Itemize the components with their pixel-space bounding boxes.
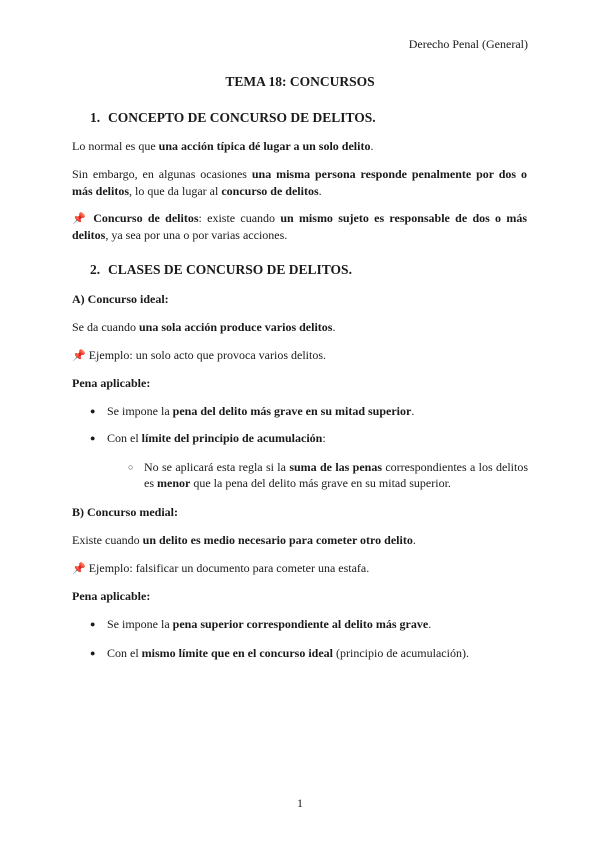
section-2-heading xyxy=(90,262,352,278)
bold-run: pena superior correspondiente al delito más grave xyxy=(172,617,429,631)
page-number: 1 xyxy=(297,796,303,810)
pushpin-icon: 📌 xyxy=(72,562,86,575)
concurso-ideal-pena-label: Pena aplicable: xyxy=(72,376,151,390)
text-run: Existe cuando xyxy=(72,533,143,547)
bold-run: límite del principio de acumulación xyxy=(141,431,323,445)
text-run: Se da cuando xyxy=(72,320,139,334)
bullet-icon: ● xyxy=(90,433,96,443)
bold-run: un mismo sujeto es responsable de dos o más delitos xyxy=(72,211,528,242)
bold-run: una sola acción produce varios delitos xyxy=(138,320,333,334)
bold-run: pena del delito más grave en su mitad superior xyxy=(172,404,412,418)
concurso-ideal-bullet-2 xyxy=(90,431,326,446)
section-1-number: 1. xyxy=(90,110,101,125)
section-1-title: CONCEPTO DE CONCURSO DE DELITOS. xyxy=(108,110,376,125)
text-run: : xyxy=(322,431,326,445)
text-run: : existe cuando xyxy=(198,211,281,225)
bold-run: menor xyxy=(157,476,191,490)
text-run: , ya sea por una o por varias acciones. xyxy=(105,228,288,242)
text-run: Ejemplo: un solo acto que provoca varios delitos. xyxy=(88,348,326,362)
section-1-paragraph-2 xyxy=(72,166,527,200)
pushpin-icon: 📌 xyxy=(72,212,88,225)
running-header: Derecho Penal (General) xyxy=(408,37,528,51)
text-run: correspondientes a los delitos es xyxy=(144,460,529,490)
text-run: Sin embargo, en algunas ocasiones xyxy=(72,167,252,181)
text-run: No se aplicará esta regla si la xyxy=(144,460,290,474)
concurso-medial-bullet-2 xyxy=(90,646,469,661)
bold-run: un delito es medio necesario para cometer otro delito xyxy=(142,533,413,547)
bullet-icon: ● xyxy=(90,406,96,416)
concurso-medial-example xyxy=(72,560,527,577)
text-run: . xyxy=(411,404,415,418)
bold-run: Concurso de delitos xyxy=(93,211,199,225)
bold-run: una acción típica dé lugar a un solo delito xyxy=(158,139,371,153)
document-title: TEMA 18: CONCURSOS xyxy=(225,74,375,89)
concurso-ideal-example xyxy=(72,347,527,364)
concurso-medial-definition xyxy=(72,532,527,549)
text-run: Con el xyxy=(107,431,142,445)
concurso-medial-bullet-1 xyxy=(90,617,431,632)
bullet-icon: ● xyxy=(90,648,96,658)
text-run: . xyxy=(370,139,374,153)
text-run: (principio de acumulación). xyxy=(333,646,469,660)
text-run: Ejemplo: falsificar un documento para cometer una estafa. xyxy=(88,561,370,575)
pushpin-icon: 📌 xyxy=(72,349,86,362)
bullet-icon: ● xyxy=(90,619,96,629)
section-2-number: 2. xyxy=(90,262,101,277)
sub-bullet-icon: ○ xyxy=(128,462,134,472)
section-1-heading xyxy=(90,110,376,126)
bold-run: suma de las penas xyxy=(289,460,383,474)
concurso-ideal-definition xyxy=(72,319,527,336)
text-run: Con el xyxy=(107,646,142,660)
text-run: Se impone la xyxy=(107,617,173,631)
text-run: Se impone la xyxy=(107,404,173,418)
text-run: que la pena del delito más grave en su mitad superior. xyxy=(190,476,451,490)
text-run: , lo que da lugar al xyxy=(129,184,222,198)
text-run: . xyxy=(428,617,432,631)
concurso-medial-heading: B) Concurso medial: xyxy=(72,505,178,519)
concurso-ideal-sub-bullet-1 xyxy=(128,459,528,491)
text-run: Lo normal es que xyxy=(72,139,159,153)
section-1-paragraph-1 xyxy=(72,138,527,155)
concurso-medial-pena-label: Pena aplicable: xyxy=(72,589,151,603)
bold-run: una misma persona responde penalmente por dos o más delitos xyxy=(72,167,527,198)
concurso-ideal-heading: A) Concurso ideal: xyxy=(72,292,169,306)
bold-run: mismo límite que en el concurso ideal xyxy=(141,646,333,660)
text-run: . xyxy=(318,184,322,198)
section-1-paragraph-3 xyxy=(72,210,527,244)
text-run: . xyxy=(412,533,416,547)
concurso-ideal-bullet-1 xyxy=(90,404,414,419)
section-2-title: CLASES DE CONCURSO DE DELITOS. xyxy=(108,262,352,277)
text-run: . xyxy=(332,320,336,334)
bold-run: concurso de delitos xyxy=(221,184,319,198)
